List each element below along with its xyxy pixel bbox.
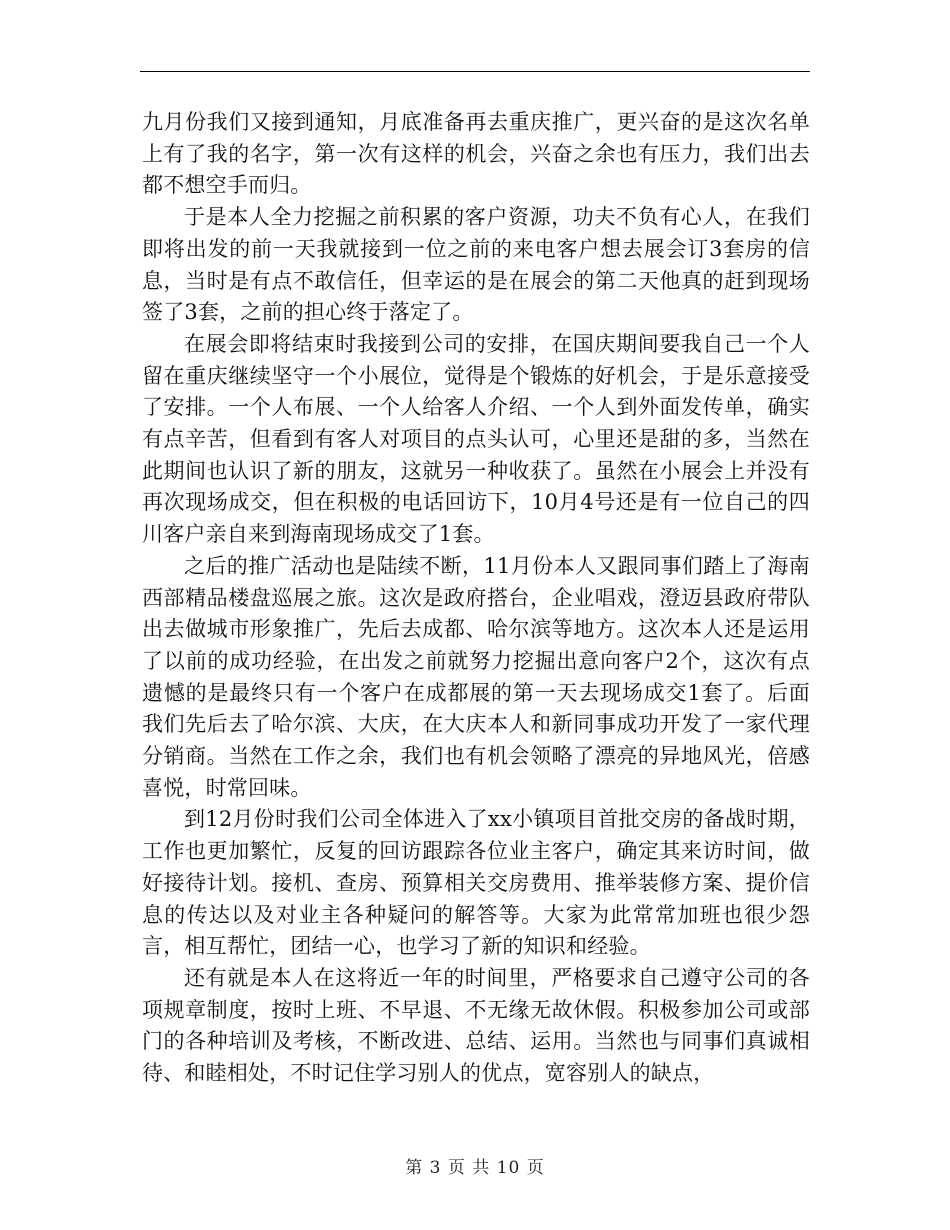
page-number-footer: 第 3 页 共 10 页 (405, 1158, 545, 1178)
paragraph-3: 在展会即将结束时我接到公司的安排，在国庆期间要我自己一个人留在重庆继续坚守一个小展位，觉得是个锻炼的好机会，于是乐意接受了安排。一个人布展、一个人给客人介绍、一个人到外面发传单，确实有点辛苦，但看到有客人对项目的点头认可，心里还是甜的多，当然在此期间也认识了新的朋友，这就另一种收获了。虽然在小展会上并没有再次现场成交，但在积极的电话回访下，10月4号还是有一位自己的四川客户亲自来到海南现场成交了1套。 (142, 331, 810, 547)
document-body (142, 107, 810, 1090)
paragraph-1: 九月份我们又接到通知，月底准备再去重庆推广，更兴奋的是这次名单上有了我的名字，第一次有这样的机会，兴奋之余也有压力，我们出去都不想空手而归。 (142, 110, 810, 198)
paragraph-6: 还有就是本人在这将近一年的时间里，严格要求自己遵守公司的各项规章制度，按时上班、不早退、不无缘无故休假。积极参加公司或部门的各种培训及考核，不断改进、总结、运用。当然也与同事们真诚相待、和睦相处，不时记住学习别人的优点，宽容别人的缺点， (142, 965, 810, 1086)
paragraph-4: 之后的推广活动也是陆续不断，11月份本人又跟同事们踏上了海南西部精品楼盘巡展之旅。这次是政府搭台，企业唱戏，澄迈县政府带队出去做城市形象推广，先后去成都、哈尔滨等地方。这次本人还是运用了以前的成功经验，在出发之前就努力挖掘出意向客户2个，这次有点遗憾的是最终只有一个客户在成都展的第一天去现场成交1套了。后面我们先后去了哈尔滨、大庆，在大庆本人和新同事成功开发了一家代理分销商。当然在工作之余，我们也有机会领略了漂亮的异地风光，倍感喜悦，时常回味。 (142, 553, 810, 800)
header-rule (140, 71, 810, 72)
paragraph-2: 于是本人全力挖掘之前积累的客户资源，功夫不负有心人，在我们即将出发的前一天我就接到一位之前的来电客户想去展会订3套房的信息，当时是有点不敢信任，但幸运的是在展会的第二天他真的赶到现场签了3套，之前的担心终于落定了。 (142, 205, 810, 325)
paragraph-5: 到12月份时我们公司全体进入了xx小镇项目首批交房的备战时期，工作也更加繁忙，反复的回访跟踪各位业主客户，确定其来访时间，做好接待计划。接机、查房、预算相关交房费用、推举装修方案、提价信息的传达以及对业主各种疑问的解答等。大家为此常常加班也很少怨言，相互帮忙，团结一心，也学习了新的知识和经验。 (142, 807, 810, 959)
